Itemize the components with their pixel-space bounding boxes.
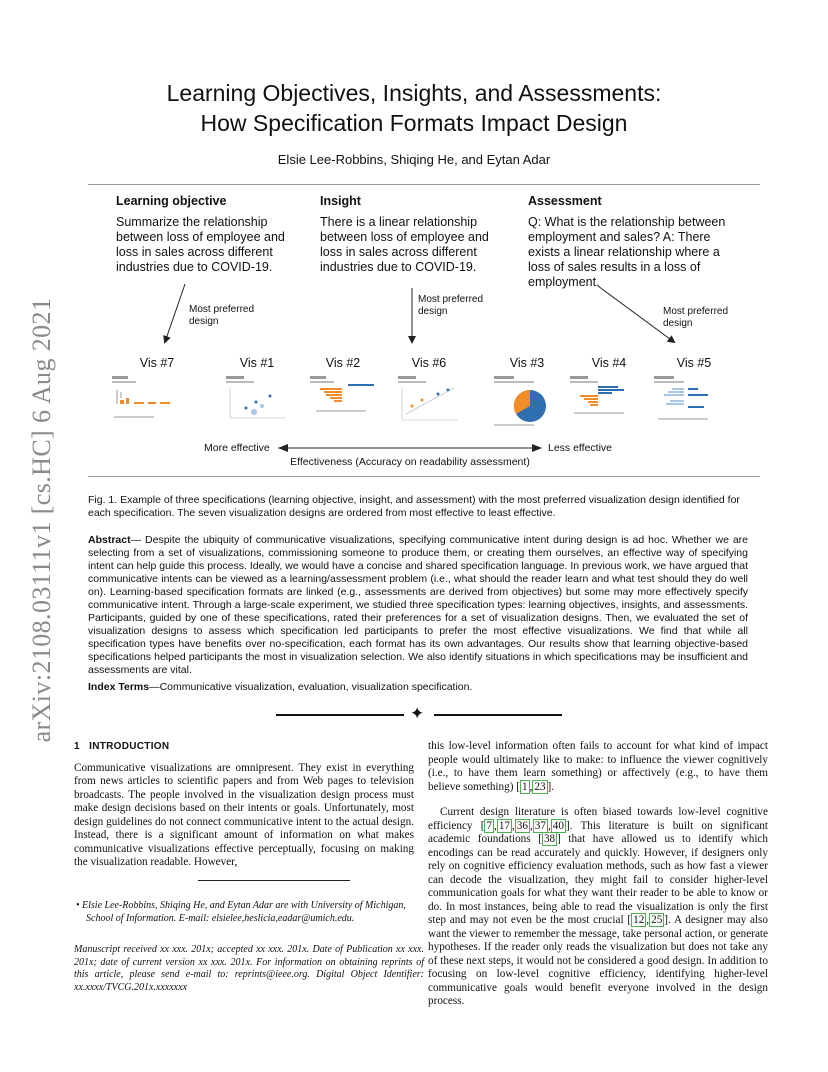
vis-1-thumbnail [226, 376, 291, 426]
intro-paragraph-3: Current design literature is often biased towards low-level cognitive efficiency [ 7 , 17 , 36 , 37 , 40 ]. This literature is built on significant academic foundations [ 38 ] that have allowed us to identify which encodings can be read accurately and quickly. However, if designers only rely on cognitive efficiency evaluation methods, such as how fast a viewer can decode the visualization, they might fail to consider higher-level communication goals for what they want their reader to be able to know or do. In most instances, being able to read the visualization is only the first step and may not even be the most crucial [ 12 , 25 ]. A designer may also want the viewer to remember the message, take personal action, or generate hypotheses. If the reader only reads the visualization but does not take any of these next steps, it would not be considered a good design. In addition to focusing on low-level cognitive efficiency, identifying higher-level communicative goals would benefit everyone involved in the design process. [428, 806, 768, 1007]
citation[interactable]: 12 [633, 914, 645, 926]
spec-text: There is a linear relationship between loss of employee and loss in sales across different industries due to COVID-19. [320, 215, 489, 274]
abstract-text: — Despite the ubiquity of communicative visualizations, specifying communicative intent during design is ad hoc. Whether we are selecting from a set of visualizations, commissioning someone to produce them, or creating them ourselves, an effective way of specifying intent can help guide this process. Ideally, we would have a concise and shared specification language. In previous work, we have argued that communicative intents can be viewed as a learning/assessment problem (i.e., what should the reader learn and what test should they do well on). Learning-based specification formats are linked (e.g., assessments are derived from objectives) but some may more effectively specify communicative intent. Through a large-scale experiment, we studied three specification types: learning objectives, insights, and assessments. Participants, guided by one of these specifications, rated their preferences for a set of visualization designs. Then, we evaluated the set of visualization designs to assess which specification led participants to prefer the most effective visualizations. We find that while all specification types have benefits over no-specification, each format has its own advantages. Our results show that learning objective-based specifications helped participants the most in visualization selection. We also identify situations in which specifications may be insufficient and assessments are vital. [88, 534, 748, 676]
figure-caption: Fig. 1. Example of three specifications (learning objective, insight, and assessment) with the most preferred visualization design identified for each specification. The seven visualization designs are ordered from most effective to least effective. [88, 494, 740, 519]
citation[interactable]: 36 [516, 819, 528, 832]
right-column [428, 740, 768, 1021]
spec-text: Summarize the relationship between loss of employee and loss in sales across different industries due to COVID-19. [116, 215, 285, 274]
preferred-arrow-1 [165, 284, 185, 342]
preferred-label-2: Most preferred design [418, 294, 484, 317]
divider-glyph: ✦ [410, 704, 425, 724]
vis-label: Vis #2 [325, 356, 361, 370]
left-column [74, 740, 414, 882]
divider-right [434, 714, 562, 716]
spec-heading: Insight [320, 194, 361, 208]
vis-label: Vis #5 [676, 356, 712, 370]
footnote-affiliation: • Elsie Lee-Robbins, Shiqing He, and Eytan Adar are with University of Michigan, School of Information. E-mail: elsielee,heslicia,eadar@umich.edu. [76, 900, 406, 924]
vis-label: Vis #1 [239, 356, 275, 370]
vis-label: Vis #7 [139, 356, 175, 370]
spec-text: Q: What is the relationship between employment and sales? A: There exists a linear relationship where a loss of sales results in a loss of employment. [528, 215, 726, 289]
citation[interactable]: 37 [534, 819, 546, 832]
index-terms [88, 681, 748, 693]
vis-label: Vis #6 [411, 356, 447, 370]
abstract-label: Abstract [88, 534, 131, 546]
effectiveness-axis-caption: Effectiveness (Accuracy on readability assessment) [290, 456, 530, 468]
citation[interactable]: 25 [651, 914, 663, 926]
citation[interactable]: 1 [521, 780, 528, 793]
spec-heading: Assessment [528, 194, 602, 208]
vis-3-thumbnail [494, 376, 559, 426]
vis-5-thumbnail [654, 376, 719, 426]
vis-4-thumbnail [570, 376, 635, 426]
divider-left [276, 714, 404, 716]
vis-6-thumbnail [398, 376, 463, 426]
arxiv-stamp: arXiv:2108.03111v1 [cs.HC] 6 Aug 2021 [27, 297, 56, 743]
vis-7-thumbnail [112, 376, 177, 426]
citation[interactable]: 38 [543, 833, 556, 845]
citation[interactable]: 40 [552, 819, 564, 832]
title-line-2: How Specification Formats Impact Design [200, 110, 628, 136]
more-effective-label: More effective [204, 442, 270, 454]
less-effective-label: Less effective [548, 442, 613, 454]
abstract [88, 534, 748, 677]
vis-2-thumbnail [310, 376, 375, 426]
figure-bottom-rule [88, 476, 760, 477]
spec-heading: Learning objective [116, 194, 227, 208]
authors: Elsie Lee-Robbins, Shiqing He, and Eytan Adar [277, 152, 551, 167]
preferred-label-1: Most preferred design [189, 304, 255, 327]
vis-label: Vis #4 [591, 356, 627, 370]
intro-paragraph-2: this low-level information often fails to account for what kind of impact people would ultimately like to make: to influence the viewer cognitively (i.e., to have them learn something) or affectively (e.g., to have them believe something) [ 1 , 23 ]. [428, 740, 768, 793]
citation[interactable]: 7 [486, 819, 493, 832]
index-terms-text: —Communicative visualization, evaluation, visualization specification. [149, 681, 473, 693]
index-terms-label: Index Terms [88, 681, 150, 693]
citation[interactable]: 17 [498, 819, 510, 832]
footnote-rule [198, 880, 350, 881]
title-line-1: Learning Objectives, Insights, and Assessments: [166, 80, 662, 106]
citation[interactable]: 23 [534, 780, 546, 793]
section-heading: 1 INTRODUCTION [74, 741, 170, 752]
vis-label: Vis #3 [509, 356, 545, 370]
intro-paragraph-1: Communicative visualizations are omnipresent. They exist in everything from news articles to scientific papers and from Web pages to television broadcasts. The people involved in the visualization design process must make design decisions based on their intents or goals. Unfortunately, most design guidelines do not connect communicative intent to the actual design. Instead, there is a significant amount of information on what makes communicative visualizations effective perceptually, focusing on making the visualization readable. However, [74, 761, 414, 868]
preferred-label-3: Most preferred design [663, 306, 729, 329]
footnote-manuscript: Manuscript received xx xxx. 201x; accepted xx xxx. 201x. Date of Publication xx xxx. 201x; date of current version xx xxx. 201x. For information on obtaining reprints of this article, please send e-mail to: reprints@ieee.org. Digital Object Identifier: xx.xxxx/TVCG.201x.xxxxxxx [74, 944, 424, 993]
